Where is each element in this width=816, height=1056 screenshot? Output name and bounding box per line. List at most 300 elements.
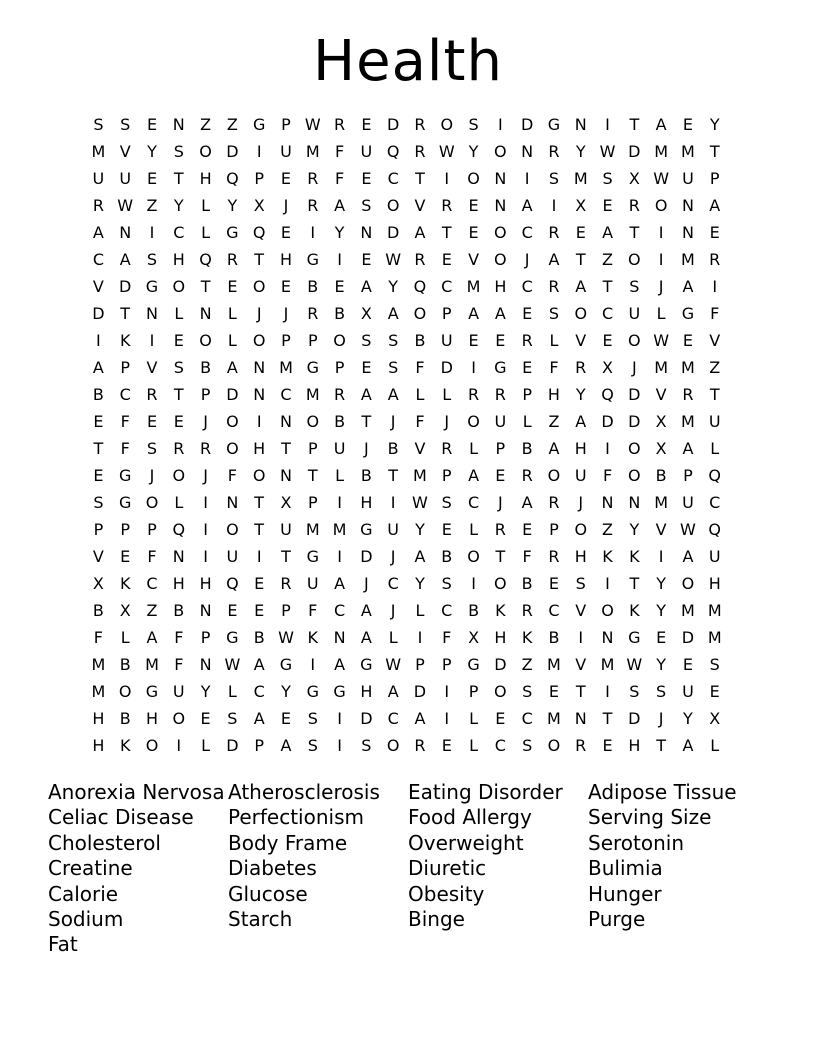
grid-letter: A [92,223,104,242]
grid-letter: U [333,439,346,458]
grid-letter: P [709,169,720,188]
grid-letter: L [201,196,211,215]
grid-letter: Q [708,466,722,485]
grid-letter: N [199,655,212,674]
grid-letter: R [200,439,212,458]
grid-letter: W [680,520,696,539]
word-list-item: Starch [228,906,293,931]
word-list-item: Glucose [228,881,308,906]
grid-letter: A [682,736,694,755]
grid-row [85,678,735,705]
grid-letter: H [574,547,587,566]
grid-letter: Q [172,520,186,539]
grid-letter: T [361,412,372,431]
grid-letter: Y [415,520,425,539]
grid-letter: A [226,358,238,377]
grid-letter: E [441,520,452,539]
grid-letter: M [305,520,320,539]
grid-letter: R [521,466,533,485]
word-search-grid [85,111,735,759]
grid-row [85,435,735,462]
grid-letter: T [173,385,184,404]
grid-letter: S [709,655,720,674]
grid-letter: I [551,196,557,215]
grid-letter: F [442,628,452,647]
grid-letter: F [93,628,103,647]
grid-letter: Z [226,115,238,134]
word-column [48,780,228,958]
grid-letter: C [494,736,506,755]
grid-letter: B [92,601,104,620]
grid-letter: P [200,628,211,647]
grid-letter: C [253,682,265,701]
grid-letter: I [444,709,450,728]
grid-letter: B [119,655,131,674]
grid-letter: M [91,655,106,674]
grid-letter: C [441,277,453,296]
grid-letter: H [145,709,158,728]
word-list-item: Diabetes [228,856,317,881]
grid-letter: A [414,709,426,728]
grid-letter: I [203,547,208,566]
grid-letter: T [709,142,720,161]
grid-letter: A [387,682,399,701]
grid-letter: M [707,628,722,647]
grid-letter: C [467,493,480,512]
grid-letter: R [441,196,453,215]
grid-letter: L [442,385,452,404]
grid-letter: E [280,223,292,242]
grid-letter: T [629,223,640,242]
grid-letter: Q [386,142,400,161]
grid-letter: L [549,331,559,350]
grid-letter: S [441,574,452,593]
grid-letter: A [334,655,346,674]
grid-letter: N [521,142,534,161]
grid-letter: T [254,493,265,512]
grid-letter: E [495,466,506,485]
grid-letter: R [307,304,319,323]
grid-letter: D [628,709,641,728]
grid-letter: E [548,682,559,701]
grid-letter: E [682,331,693,350]
grid-letter: A [521,493,533,512]
grid-letter: P [254,169,264,188]
grid-letter: O [252,466,266,485]
grid-letter: O [172,277,186,296]
grid-letter: F [415,412,425,431]
grid-letter: W [385,655,402,674]
grid-row [85,138,735,165]
grid-letter: O [199,142,212,161]
grid-letter: E [709,682,720,701]
grid-letter: H [199,574,212,593]
grid-letter: Y [173,196,184,215]
grid-letter: T [254,520,265,539]
grid-letter: S [93,493,104,512]
grid-letter: C [119,385,131,404]
grid-letter: C [521,277,533,296]
grid-letter: O [413,304,427,323]
grid-letter: I [390,493,396,512]
grid-letter: E [602,736,613,755]
grid-letter: X [253,196,265,215]
grid-letter: U [682,493,694,512]
grid-letter: Z [521,655,533,674]
grid-letter: T [254,250,265,269]
grid-letter: T [602,277,613,296]
grid-letter: B [92,385,104,404]
grid-letter: I [658,547,664,566]
grid-letter: A [548,250,560,269]
grid-letter: W [412,493,428,512]
page-title: Health [313,29,503,94]
grid-letter: O [172,709,186,728]
grid-letter: J [524,250,530,269]
grid-letter: R [441,439,453,458]
grid-letter: F [120,439,130,458]
grid-letter: E [146,169,158,188]
grid-letter: A [575,412,587,431]
grid-letter: L [174,304,184,323]
grid-letter: E [441,250,452,269]
grid-letter: Q [226,169,239,188]
grid-letter: U [226,547,239,566]
grid-letter: R [307,196,319,215]
grid-letter: T [441,223,452,242]
grid-letter: R [548,547,560,566]
grid-letter: I [471,358,476,377]
grid-letter: A [280,736,292,755]
grid-row [85,219,735,246]
grid-letter: D [360,709,373,728]
grid-letter: Y [575,385,586,404]
grid-letter: L [335,466,345,485]
word-list-item: Hunger [588,881,662,906]
grid-letter: Y [575,142,586,161]
grid-letter: P [522,385,532,404]
grid-letter: H [172,574,185,593]
grid-letter: K [119,736,131,755]
grid-letter: E [656,628,667,647]
grid-letter: E [227,601,238,620]
word-list-item: Body Frame [228,830,348,855]
grid-letter: E [334,277,345,296]
grid-letter: G [306,250,319,269]
grid-letter: O [386,196,400,215]
grid-letter: F [710,304,720,323]
grid-letter: E [602,196,613,215]
grid-letter: A [387,385,399,404]
grid-letter: R [414,142,426,161]
grid-letter: D [226,736,239,755]
grid-row [85,597,735,624]
grid-letter: E [93,412,104,431]
grid-letter: A [682,277,694,296]
grid-letter: S [468,115,479,134]
grid-letter: J [390,601,396,620]
grid-letter: Z [146,601,158,620]
grid-letter: C [548,601,560,620]
grid-letter: L [227,331,237,350]
grid-letter: P [307,493,318,512]
grid-letter: B [414,331,426,350]
grid-letter: B [655,466,667,485]
grid-letter: M [332,520,347,539]
grid-letter: I [497,115,503,134]
word-list-item: Calorie [48,881,119,906]
grid-letter: Z [548,412,560,431]
grid-letter: D [494,655,507,674]
grid-letter: L [469,736,479,755]
grid-letter: R [307,169,319,188]
grid-letter: O [494,250,507,269]
grid-letter: T [656,736,667,755]
grid-letter: S [173,142,184,161]
grid-letter: S [548,304,560,323]
grid-letter: H [92,736,105,755]
grid-letter: M [654,358,669,377]
grid-row [85,273,735,300]
grid-letter: G [467,655,480,674]
grid-letter: L [174,493,184,512]
grid-letter: C [521,223,533,242]
grid-letter: Y [683,709,693,728]
grid-letter: H [628,736,641,755]
grid-letter: G [118,466,132,485]
grid-letter: N [601,493,614,512]
grid-letter: R [628,196,640,215]
grid-letter: M [145,655,159,674]
grid-letter: D [119,277,132,296]
grid-letter: P [683,466,693,485]
grid-row [85,570,735,597]
grid-letter: N [601,628,614,647]
grid-letter: R [548,493,560,512]
word-list-item: Obesity [408,881,485,906]
grid-row [85,408,735,435]
grid-letter: V [414,439,426,458]
grid-letter: M [681,250,695,269]
grid-letter: B [387,439,399,458]
grid-letter: S [361,196,372,215]
grid-letter: I [256,142,262,161]
grid-letter: B [521,439,533,458]
grid-letter: O [226,520,239,539]
grid-letter: M [681,412,695,431]
grid-letter: U [360,142,373,161]
grid-letter: B [521,574,533,593]
grid-letter: M [681,601,695,620]
grid-letter: E [548,574,559,593]
grid-letter: L [227,304,237,323]
grid-letter: U [574,466,587,485]
word-list-item: Cholesterol [48,830,161,855]
grid-letter: S [173,358,184,377]
grid-letter: N [199,304,212,323]
grid-letter: E [522,304,533,323]
grid-letter: T [575,250,586,269]
grid-letter: G [279,655,293,674]
grid-letter: P [281,601,291,620]
grid-letter: F [227,466,237,485]
grid-letter: A [146,628,158,647]
grid-letter: Z [146,196,158,215]
grid-letter: X [602,358,614,377]
grid-letter: K [495,601,506,620]
grid-letter: M [681,142,695,161]
grid-letter: I [444,169,450,188]
grid-letter: F [522,547,532,566]
grid-letter: X [575,196,587,215]
grid-letter: T [602,709,613,728]
grid-letter: R [494,520,506,539]
grid-letter: E [173,331,184,350]
grid-letter: O [654,196,668,215]
grid-letter: E [280,169,292,188]
grid-letter: O [440,115,454,134]
grid-letter: N [119,223,132,242]
grid-letter: O [628,250,641,269]
grid-letter: M [466,277,481,296]
grid-letter: G [494,358,507,377]
word-list-item: Serotonin [588,830,685,855]
grid-letter: N [172,547,185,566]
grid-letter: Z [200,115,212,134]
grid-letter: R [92,196,104,215]
grid-letter: O [306,412,320,431]
grid-letter: D [226,142,239,161]
grid-letter: S [522,682,533,701]
grid-letter: K [119,574,131,593]
grid-letter: D [226,385,239,404]
grid-letter: B [441,547,453,566]
grid-letter: H [279,250,292,269]
grid-letter: T [629,115,640,134]
grid-letter: T [281,547,291,566]
grid-letter: Q [708,520,722,539]
grid-letter: O [681,574,695,593]
grid-letter: U [92,169,105,188]
grid-letter: J [390,547,396,566]
grid-letter: C [709,493,721,512]
grid-letter: X [655,439,667,458]
grid-letter: Y [415,574,425,593]
grid-letter: R [575,358,587,377]
grid-letter: Y [709,115,720,134]
grid-row [85,327,735,354]
grid-letter: T [388,466,399,485]
grid-letter: I [605,439,610,458]
grid-letter: O [199,331,212,350]
grid-letter: I [605,574,610,593]
grid-row [85,165,735,192]
grid-letter: L [522,412,532,431]
grid-letter: J [497,493,503,512]
grid-letter: D [387,223,400,242]
grid-letter: I [337,547,342,566]
grid-letter: N [146,304,158,323]
grid-letter: R [494,385,506,404]
grid-letter: E [280,277,292,296]
grid-letter: S [629,682,640,701]
grid-letter: T [200,277,211,296]
grid-letter: W [304,115,321,134]
grid-letter: A [494,304,506,323]
grid-letter: F [174,628,184,647]
grid-letter: I [149,223,155,242]
grid-letter: E [146,115,158,134]
grid-letter: A [468,466,480,485]
grid-letter: S [522,736,533,755]
grid-letter: A [360,628,372,647]
word-list-item: Serving Size [588,805,712,830]
grid-row [85,543,735,570]
grid-letter: E [468,196,479,215]
grid-letter: R [334,385,346,404]
grid-letter: B [334,412,346,431]
grid-letter: Y [334,223,345,242]
grid-letter: O [574,520,588,539]
grid-letter: B [548,628,560,647]
grid-letter: R [414,115,426,134]
grid-letter: I [712,277,718,296]
grid-letter: E [495,331,506,350]
grid-letter: M [91,142,106,161]
grid-letter: I [444,682,450,701]
grid-letter: A [575,277,587,296]
grid-letter: E [522,358,533,377]
grid-letter: L [415,385,425,404]
grid-letter: A [360,385,372,404]
word-list-item: Eating Disorder [408,780,563,804]
grid-letter: A [360,601,372,620]
grid-letter: E [361,358,372,377]
grid-letter: I [605,115,610,134]
grid-letter: F [174,655,184,674]
grid-letter: U [708,547,721,566]
grid-letter: F [308,601,318,620]
grid-letter: V [575,331,587,350]
grid-letter: W [626,655,643,674]
grid-letter: P [495,439,506,458]
grid-letter: D [360,547,373,566]
grid-letter: C [387,709,399,728]
grid-letter: W [385,250,402,269]
grid-letter: V [709,331,721,350]
grid-letter: P [307,439,318,458]
grid-letter: U [708,412,721,431]
grid-letter: E [441,736,452,755]
grid-letter: M [654,142,669,161]
grid-letter: M [91,682,106,701]
grid-letter: L [201,736,211,755]
grid-letter: G [306,682,319,701]
grid-letter: M [600,655,615,674]
grid-letter: Y [227,196,238,215]
grid-letter: E [93,466,104,485]
grid-letter: M [681,358,695,377]
grid-letter: N [253,385,266,404]
grid-letter: R [280,574,292,593]
grid-letter: K [629,601,640,620]
grid-letter: A [655,115,667,134]
grid-letter: A [682,439,694,458]
grid-letter: B [334,304,346,323]
grid-letter: I [337,709,342,728]
word-list-item: Celiac Disease [48,805,194,830]
grid-letter: W [438,142,455,161]
